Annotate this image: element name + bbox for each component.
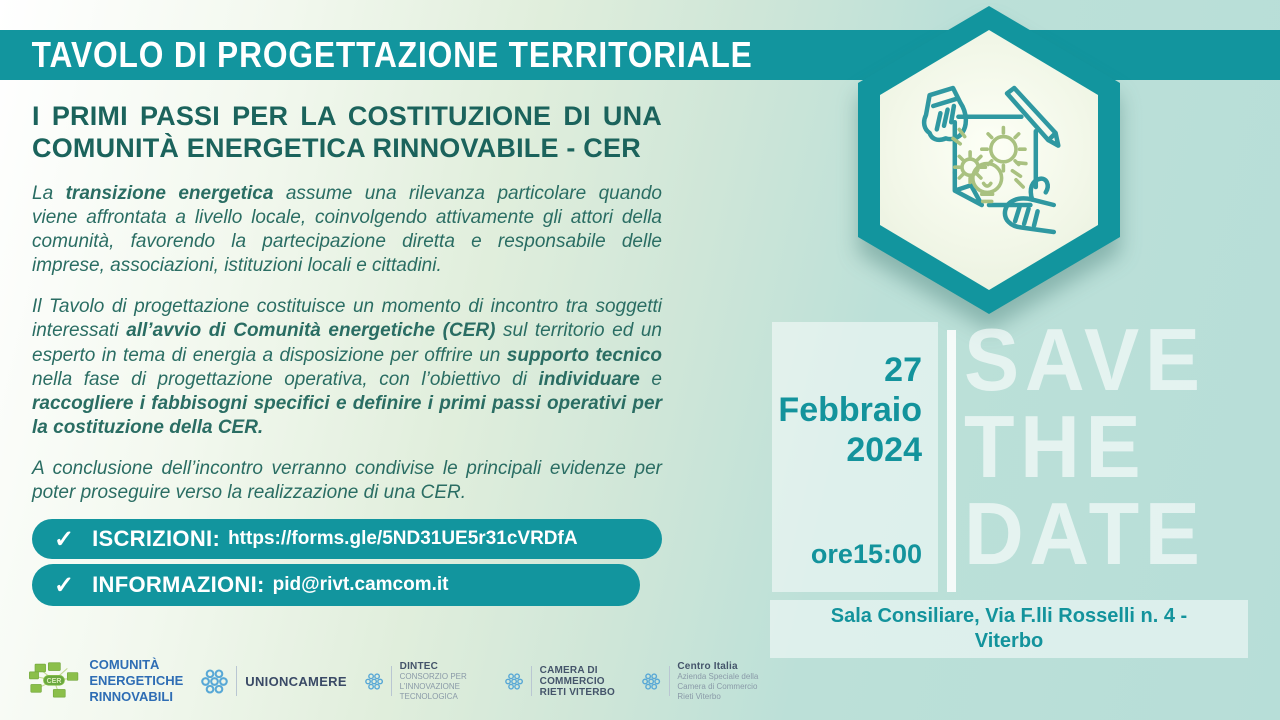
registration-url[interactable]: https://forms.gle/5ND31UE5r31cVRDfA <box>228 528 578 550</box>
save-line: DATE <box>964 484 1206 584</box>
save-the-date-text <box>964 310 1265 584</box>
centro-italia-sub: Rieti Viterbo <box>677 691 721 701</box>
dintec-sub: TECNOLOGICA <box>399 691 458 701</box>
centro-italia-swirl-icon <box>642 668 660 695</box>
centro-italia-label: Centro Italia <box>677 660 738 672</box>
save-line: SAVE <box>964 310 1206 409</box>
registration-label: ISCRIZIONI: <box>92 526 221 552</box>
event-title <box>32 100 662 165</box>
cer-logo-icon <box>28 653 81 709</box>
centro-italia-logo <box>642 661 788 702</box>
dintec-logo <box>365 661 487 702</box>
footer-logos <box>28 648 788 714</box>
lightbulb-icon <box>973 164 1002 193</box>
info-email-button[interactable] <box>32 564 640 606</box>
info-email[interactable]: pid@rivt.camcom.it <box>272 574 449 596</box>
event-day: 27 <box>884 351 922 389</box>
camera-commercio-swirl-icon <box>505 668 523 695</box>
venue-panel <box>770 600 1248 658</box>
date-panel <box>772 322 938 592</box>
camera-commercio-label: RIETI VITERBO <box>539 686 616 698</box>
intro-paragraph: La transizione energetica assume una rilevanza particolare quando viene affrontata a livello locale, coinvolgendo attivamente gli attori della comunità, favorendo la partecipazione diretta e responsabile delle imprese, associazioni, istituzioni locali e cittadini. <box>32 182 662 277</box>
check-icon: ✓ <box>54 571 75 599</box>
cer-line: RINNOVABILI <box>89 689 173 705</box>
dintec-swirl-icon <box>365 668 383 695</box>
check-icon: ✓ <box>54 525 75 553</box>
banner-title: TAVOLO DI PROGETTAZIONE TERRITORIALE <box>31 34 753 75</box>
camera-commercio-logo <box>505 665 625 698</box>
dintec-sub: CONSORZIO PER L’INNOVAZIONE <box>399 671 467 691</box>
logo-divider <box>531 666 532 696</box>
cer-line: ENERGETICHE <box>89 672 184 688</box>
collaboration-illustration-icon <box>899 65 1079 255</box>
info-label: INFORMAZIONI: <box>92 572 265 598</box>
event-title-line1: I PRIMI PASSI PER LA COSTITUZIONE DI UNA <box>32 101 662 131</box>
svg-text:CER: CER <box>46 678 62 686</box>
event-time: ore15:00 <box>810 539 922 569</box>
main-content <box>32 100 662 606</box>
camera-commercio-label: CAMERA DI COMMERCIO <box>539 664 605 687</box>
unioncamere-swirl-icon <box>201 668 228 695</box>
save-line: THE <box>964 397 1147 497</box>
cer-line: COMUNITÀ <box>89 656 160 672</box>
logo-divider <box>669 666 670 696</box>
description-paragraph: Il Tavolo di progettazione costituisce un momento di incontro tra soggetti interessati all’avvio di Comunità energetiche (CER) sul territorio ed un esperto in tema di energia a disposizione per offrire un supporto tecnico nella fase di progettazione operativa, con l’obiettivo di individuare e raccogliere i fabbisogni specifici e definire i primi passi operativi per la costituzione della CER. <box>32 296 662 438</box>
unioncamere-label: UNIONCAMERE <box>245 673 347 689</box>
venue-address: Sala Consiliare, Via F.lli Rosselli n. 4 - Viterbo <box>830 605 1188 652</box>
hexagon-badge <box>858 6 1120 314</box>
centro-italia-sub: Azienda Speciale della Camera di Commercio <box>677 671 759 691</box>
conclusion-paragraph: A conclusione dell’incontro verranno condivise le principali evidenze per poter proseguire verso la realizzazione di una CER. <box>32 458 662 504</box>
unioncamere-logo <box>201 666 347 696</box>
gear-icon <box>991 137 1016 162</box>
divider-bar <box>947 330 956 592</box>
event-title-line2: COMUNITÀ ENERGETICA RINNOVABILE - CER <box>32 133 641 164</box>
logo-divider <box>236 666 237 696</box>
logo-divider <box>391 666 392 696</box>
dintec-label: DINTEC <box>399 660 439 672</box>
cer-logo-text <box>89 657 183 706</box>
registration-link-button[interactable] <box>32 519 662 559</box>
event-month: Febbraio <box>778 391 922 429</box>
event-year: 2024 <box>846 431 922 469</box>
